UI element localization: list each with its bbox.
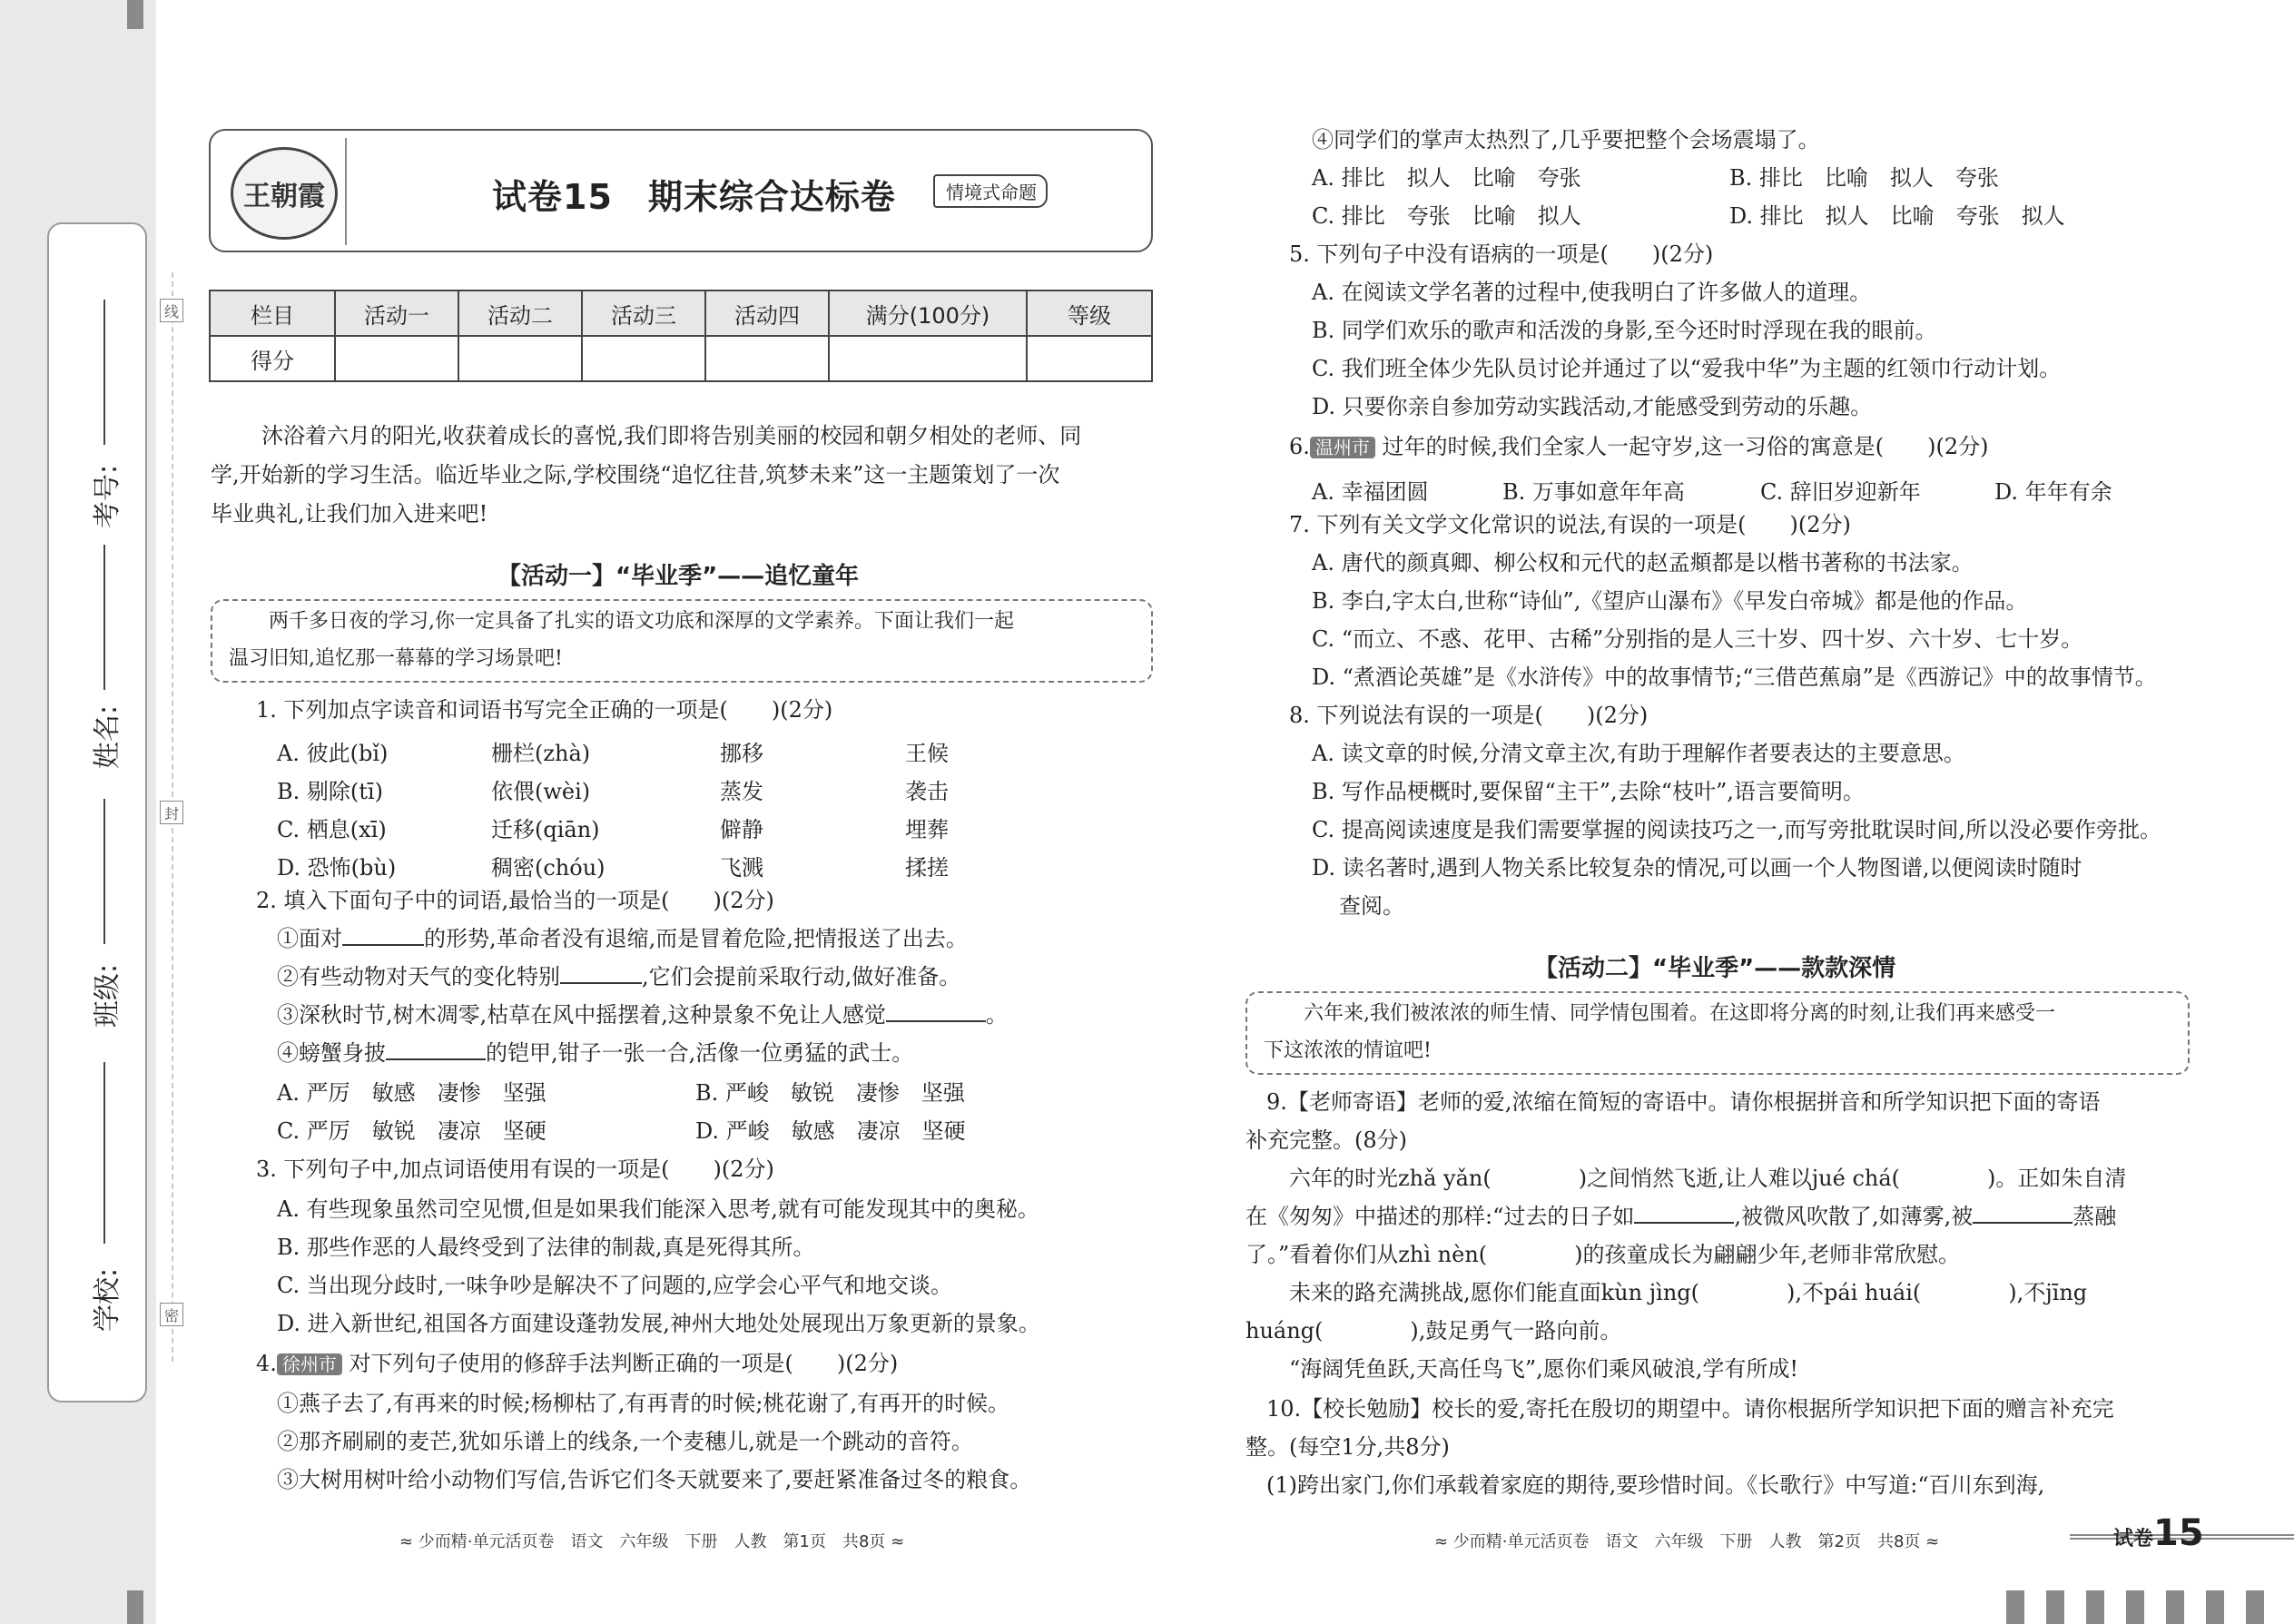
- bottom-bar: [2246, 1590, 2264, 1624]
- seal-mark-secret: 密: [160, 1303, 183, 1326]
- q5-opt-c[interactable]: C. 我们班全体少先队员讨论并通过了以“爱我中华”为主题的红领巾行动计划。: [1312, 356, 2062, 381]
- q5-opt-d[interactable]: D. 只要你亲自参加劳动实践活动,才能感受到劳动的乐趣。: [1312, 394, 1873, 419]
- q7-opt-d[interactable]: D. “煮酒论英雄”是《水浒传》中的故事情节;“三借芭蕉扇”是《西游记》中的故事情节。: [1312, 664, 2157, 690]
- q2-sentence-3: [277, 1002, 1008, 1029]
- q10-line-1: (1)跨出家门,你们承载着家庭的期待,要珍惜时间。《长歌行》中写道:“百川东到海,: [1266, 1472, 2045, 1498]
- q4-opt-c[interactable]: C. 排比 夸张 比喻 拟人: [1312, 203, 1581, 229]
- name-label: 姓名:: [92, 704, 124, 770]
- q4-sentence-3: ③大树用树叶给小动物们写信,告诉它们冬天就要来了,要赶紧准备过冬的粮食。: [277, 1467, 1032, 1492]
- q3-stem: 3. 下列句子中,加点词语使用有误的一项是( )(2分): [256, 1156, 774, 1182]
- scenario-tag: 情境式命题: [933, 174, 1048, 208]
- q1-b-3: 蒸发: [720, 779, 763, 804]
- q2-s1-a: ①面对: [277, 926, 342, 951]
- q5-opt-b[interactable]: B. 同学们欢乐的歌声和活泼的身影,至今还时时浮现在我的眼前。: [1312, 318, 1937, 343]
- brand-logo: [231, 147, 338, 240]
- q1-c-4: 埋葬: [905, 817, 949, 842]
- q1-b-2: 依偎(wèi): [491, 779, 591, 804]
- q6-opt-b[interactable]: B. 万事如意年年高: [1502, 479, 1685, 505]
- page-title: 试卷15 期末综合达标卷: [492, 177, 896, 217]
- school-label: 学校:: [92, 1267, 124, 1333]
- q4-stem-text: 对下列句子使用的修辞手法判断正确的一项是( )(2分): [341, 1351, 899, 1376]
- q2-opt-c[interactable]: C. 严厉 敏锐 凄凉 坚硬: [277, 1118, 546, 1144]
- q4-sentence-4: ④同学们的掌声太热烈了,几乎要把整个会场震塌了。: [1312, 127, 1820, 153]
- score-col-grade: 等级: [1027, 290, 1152, 336]
- q8-opt-a[interactable]: A. 读文章的时候,分清文章主次,有助于理解作者要表达的主要意思。: [1312, 741, 1965, 766]
- activity2-title: 【活动二】“毕业季”——款款深情: [1534, 955, 1896, 982]
- q4-opt-d[interactable]: D. 排比 拟人 比喻 夸张 拟人: [1729, 203, 2065, 229]
- q8-opt-c[interactable]: C. 提高阅读速度是我们需要掌握的阅读技巧之一,而写旁批耽误时间,所以没必要作旁批。: [1312, 817, 2162, 842]
- score-col-category: 栏目: [210, 290, 335, 336]
- score-col-activity2: 活动二: [458, 290, 582, 336]
- q2-sentence-1: [277, 926, 968, 952]
- q1-d-4: 揉搓: [905, 855, 949, 881]
- left-footer: ≈ 少而精·单元活页卷 语文 六年级 下册 人教 第1页 共8页 ≈: [399, 1532, 905, 1551]
- q2-sentence-2: [277, 964, 960, 990]
- q6-opt-a[interactable]: A. 幸福团圆: [1312, 479, 1429, 505]
- q2-blank-3[interactable]: [886, 1020, 986, 1022]
- score-table-header: [210, 290, 1152, 336]
- q2-s2-a: ②有些动物对天气的变化特别: [277, 964, 560, 989]
- q9-blank-1[interactable]: [1634, 1222, 1734, 1224]
- q5-opt-a[interactable]: A. 在阅读文学名著的过程中,使我明白了许多做人的道理。: [1312, 280, 1872, 305]
- activity2-intro-2: 下这浓浓的情谊吧!: [1264, 1039, 1432, 1062]
- bottom-bar: [2086, 1590, 2104, 1624]
- q6-stem-text: 过年的时候,我们全家人一起守岁,这一习俗的寓意是( )(2分): [1374, 434, 1989, 459]
- q9-line-1[interactable]: 六年的时光zhǎ yǎn( )之间悄然飞逝,让人难以jué chá( )。正如朱自清: [1245, 1166, 2127, 1191]
- score-cell[interactable]: [335, 336, 458, 381]
- intro-line-1: 沐浴着六月的阳光,收获着成长的喜悦,我们即将告别美丽的校园和朝夕相处的老师、同: [218, 423, 1082, 448]
- q7-opt-b[interactable]: B. 李白,字太白,世称“诗仙”,《望庐山瀑布》《早发白帝城》都是他的作品。: [1312, 588, 2028, 614]
- q2-sentence-4: [277, 1040, 913, 1067]
- logo-divider: [345, 138, 347, 245]
- q9-line-6: “海阔凭鱼跃,天高任鸟飞”,愿你们乘风破浪,学有所成!: [1245, 1356, 1799, 1382]
- exam-number-line[interactable]: [103, 300, 105, 445]
- q2-opt-a[interactable]: A. 严厉 敏感 凄惨 坚强: [277, 1080, 546, 1106]
- score-col-activity3: 活动三: [582, 290, 705, 336]
- q9-stem-2: 补充完整。(8分): [1245, 1127, 1407, 1153]
- class-label: 班级:: [92, 963, 124, 1029]
- q10-stem-1: 10.【校长勉励】校长的爱,寄托在殷切的期望中。请你根据所学知识把下面的赠言补充完: [1266, 1396, 2114, 1422]
- right-footer: ≈ 少而精·单元活页卷 语文 六年级 下册 人教 第2页 共8页 ≈: [1434, 1532, 1940, 1551]
- q6-opt-d[interactable]: D. 年年有余: [1994, 479, 2112, 505]
- q9-line-4[interactable]: 未来的路充满挑战,愿你们能直面kùn jìng( ),不pái huái( ),不jīng: [1245, 1280, 2088, 1305]
- score-cell[interactable]: [1027, 336, 1152, 381]
- score-col-full: 满分(100分): [829, 290, 1027, 336]
- q8-stem: 8. 下列说法有误的一项是( )(2分): [1289, 703, 1649, 728]
- q2-stem: 2. 填入下面句子中的词语,最恰当的一项是( )(2分): [256, 888, 774, 913]
- q9-l2-b: ,被微风吹散了,如薄雾,被: [1734, 1204, 1974, 1229]
- q2-blank-1[interactable]: [342, 944, 424, 946]
- score-table-row: [210, 336, 1152, 381]
- score-row-label: 得分: [210, 336, 335, 381]
- score-col-activity4: 活动四: [705, 290, 829, 336]
- seal-mark-line: 线: [160, 299, 183, 322]
- q4-number: 4.: [256, 1351, 277, 1376]
- binding-bar-bottom: [127, 1590, 143, 1624]
- q9-l2-a: 在《匆匆》中描述的那样:“过去的日子如: [1245, 1204, 1635, 1229]
- paper-number-value: 15: [2153, 1512, 2204, 1554]
- activity1-title: 【活动一】“毕业季”——追忆童年: [497, 563, 860, 590]
- q1-a-1: A. 彼此(bǐ): [277, 741, 389, 766]
- bottom-bar: [2166, 1590, 2184, 1624]
- score-cell[interactable]: [705, 336, 829, 381]
- q8-opt-d-cont: 查阅。: [1339, 893, 1404, 919]
- q9-stem-1: 9.【老师寄语】老师的爱,浓缩在简短的寄语中。请你根据拼音和所学知识把下面的寄语: [1266, 1089, 2101, 1115]
- q3-opt-b[interactable]: B. 那些作恶的人最终受到了法律的制裁,真是死得其所。: [277, 1235, 815, 1260]
- q2-blank-2[interactable]: [560, 982, 642, 984]
- q1-d-1: D. 恐怖(bù): [277, 855, 397, 881]
- q2-blank-4[interactable]: [386, 1058, 486, 1060]
- paper-number-label: 试卷: [2113, 1528, 2154, 1550]
- q3-opt-d[interactable]: D. 进入新世纪,祖国各方面建设蓬勃发展,神州大地处处展现出万象更新的景象。: [277, 1311, 1040, 1336]
- bottom-bar: [2046, 1590, 2064, 1624]
- student-info-panel: [47, 222, 147, 1403]
- bottom-bar: [2006, 1590, 2024, 1624]
- q2-s4-b: 的铠甲,钳子一张一合,活像一位勇猛的武士。: [486, 1040, 914, 1066]
- score-cell[interactable]: [458, 336, 582, 381]
- class-line[interactable]: [103, 799, 105, 944]
- q10-stem-2: 整。(每空1分,共8分): [1245, 1434, 1450, 1460]
- q6-city-badge: 温州市: [1310, 437, 1375, 458]
- q1-d-3: 飞溅: [720, 855, 763, 881]
- header-box: [209, 129, 1153, 252]
- q8-opt-d[interactable]: D. 读名著时,遇到人物关系比较复杂的情况,可以画一个人物图谱,以便阅读时随时: [1312, 855, 2082, 881]
- q8-opt-b[interactable]: B. 写作品梗概时,要保留“主干”,去除“枝叶”,语言要简明。: [1312, 779, 1865, 804]
- q9-line-2: [1245, 1204, 2116, 1230]
- q6-stem: [1289, 434, 1989, 460]
- q9-line-5[interactable]: huáng( ),鼓足勇气一路向前。: [1245, 1318, 1622, 1343]
- q3-opt-c[interactable]: C. 当出现分歧时,一味争吵是解决不了问题的,应学会心平气和地交谈。: [277, 1273, 953, 1298]
- logo-text: 王朝霞: [243, 181, 325, 212]
- q2-s4-a: ④螃蟹身披: [277, 1040, 386, 1066]
- activity1-intro-2: 温习旧知,追忆那一幕幕的学习场景吧!: [229, 647, 563, 670]
- q1-c-3: 僻静: [720, 817, 763, 842]
- q9-l2-c: 蒸融: [2072, 1204, 2117, 1229]
- q1-c-2: 迁移(qiān): [491, 817, 600, 842]
- binding-bar-top: [127, 0, 143, 29]
- activity2-intro-1: 六年来,我们被浓浓的师生情、同学情包围着。在这即将分离的时刻,让我们再来感受一: [1264, 1002, 2055, 1025]
- intro-line-2: 学,开始新的学习生活。临近毕业之际,学校围绕“追忆往昔,筑梦未来”这一主题策划了一次: [211, 462, 1060, 487]
- q1-a-2: 栅栏(zhà): [491, 741, 591, 766]
- school-line[interactable]: [103, 1062, 105, 1244]
- q4-city-badge: 徐州市: [277, 1353, 342, 1375]
- q1-b-4: 袭击: [905, 779, 949, 804]
- intro-line-3: 毕业典礼,让我们加入进来吧!: [211, 501, 488, 527]
- q2-opt-d[interactable]: D. 严峻 敏感 凄凉 坚硬: [695, 1118, 966, 1144]
- score-cell[interactable]: [582, 336, 705, 381]
- q4-sentence-1: ①燕子去了,有再来的时候;杨柳枯了,有再青的时候;桃花谢了,有再开的时候。: [277, 1391, 1010, 1416]
- exam-number-label: 考号:: [92, 464, 124, 529]
- paper-number: [2113, 1512, 2204, 1554]
- q1-c-1: C. 栖息(xī): [277, 817, 387, 842]
- q2-s3-a: ③深秋时节,树木凋零,枯草在风中摇摆着,这种景象不免让人感觉: [277, 1002, 886, 1028]
- q4-sentence-2: ②那齐刷刷的麦芒,犹如乐谱上的线条,一个麦穗儿,就是一个跳动的音符。: [277, 1429, 973, 1454]
- q3-opt-a[interactable]: A. 有些现象虽然司空见惯,但是如果我们能深入思考,就有可能发现其中的奥秘。: [277, 1196, 1039, 1222]
- q9-blank-2[interactable]: [1973, 1222, 2072, 1224]
- q4-opt-a[interactable]: A. 排比 拟人 比喻 夸张: [1312, 165, 1581, 191]
- q4-opt-b[interactable]: B. 排比 比喻 拟人 夸张: [1729, 165, 1999, 191]
- score-col-activity1: 活动一: [335, 290, 458, 336]
- q1-a-4: 王候: [905, 741, 949, 766]
- q6-number: 6.: [1289, 434, 1310, 459]
- q7-stem: 7. 下列有关文学文化常识的说法,有误的一项是( )(2分): [1289, 512, 1851, 537]
- q2-s1-b: 的形势,革命者没有退缩,而是冒着危险,把情报送了出去。: [424, 926, 968, 951]
- q1-stem: 1. 下列加点字读音和词语书写完全正确的一项是( )(2分): [256, 697, 833, 723]
- q7-opt-c[interactable]: C. “而立、不惑、花甲、古稀”分别指的是人三十岁、四十岁、六十岁、七十岁。: [1312, 626, 2083, 652]
- q6-opt-c[interactable]: C. 辞旧岁迎新年: [1760, 479, 1921, 505]
- seal-mark-seal: 封: [160, 801, 183, 824]
- activity1-intro-1: 两千多日夜的学习,你一定具备了扎实的语文功底和深厚的文学素养。下面让我们一起: [229, 610, 1014, 633]
- q7-opt-a[interactable]: A. 唐代的颜真卿、柳公权和元代的赵孟頫都是以楷书著称的书法家。: [1312, 550, 1974, 576]
- q1-d-2: 稠密(chóu): [491, 855, 605, 881]
- bottom-bar: [2126, 1590, 2144, 1624]
- q5-stem: 5. 下列句子中没有语病的一项是( )(2分): [1289, 241, 1714, 267]
- q2-s3-b: 。: [985, 1002, 1008, 1028]
- q2-opt-b[interactable]: B. 严峻 敏锐 凄惨 坚强: [695, 1080, 965, 1106]
- q2-s2-b: ,它们会提前采取行动,做好准备。: [642, 964, 961, 989]
- q9-line-3[interactable]: 了。”看着你们从zhì nèn( )的孩童成长为翩翩少年,老师非常欣慰。: [1245, 1242, 1961, 1267]
- q1-b-1: B. 剔除(tī): [277, 779, 383, 804]
- score-cell[interactable]: [829, 336, 1027, 381]
- name-line[interactable]: [103, 545, 105, 690]
- q4-stem: [256, 1351, 898, 1377]
- bottom-bar: [2206, 1590, 2224, 1624]
- score-table: [209, 290, 1153, 382]
- q1-a-3: 挪移: [720, 741, 763, 766]
